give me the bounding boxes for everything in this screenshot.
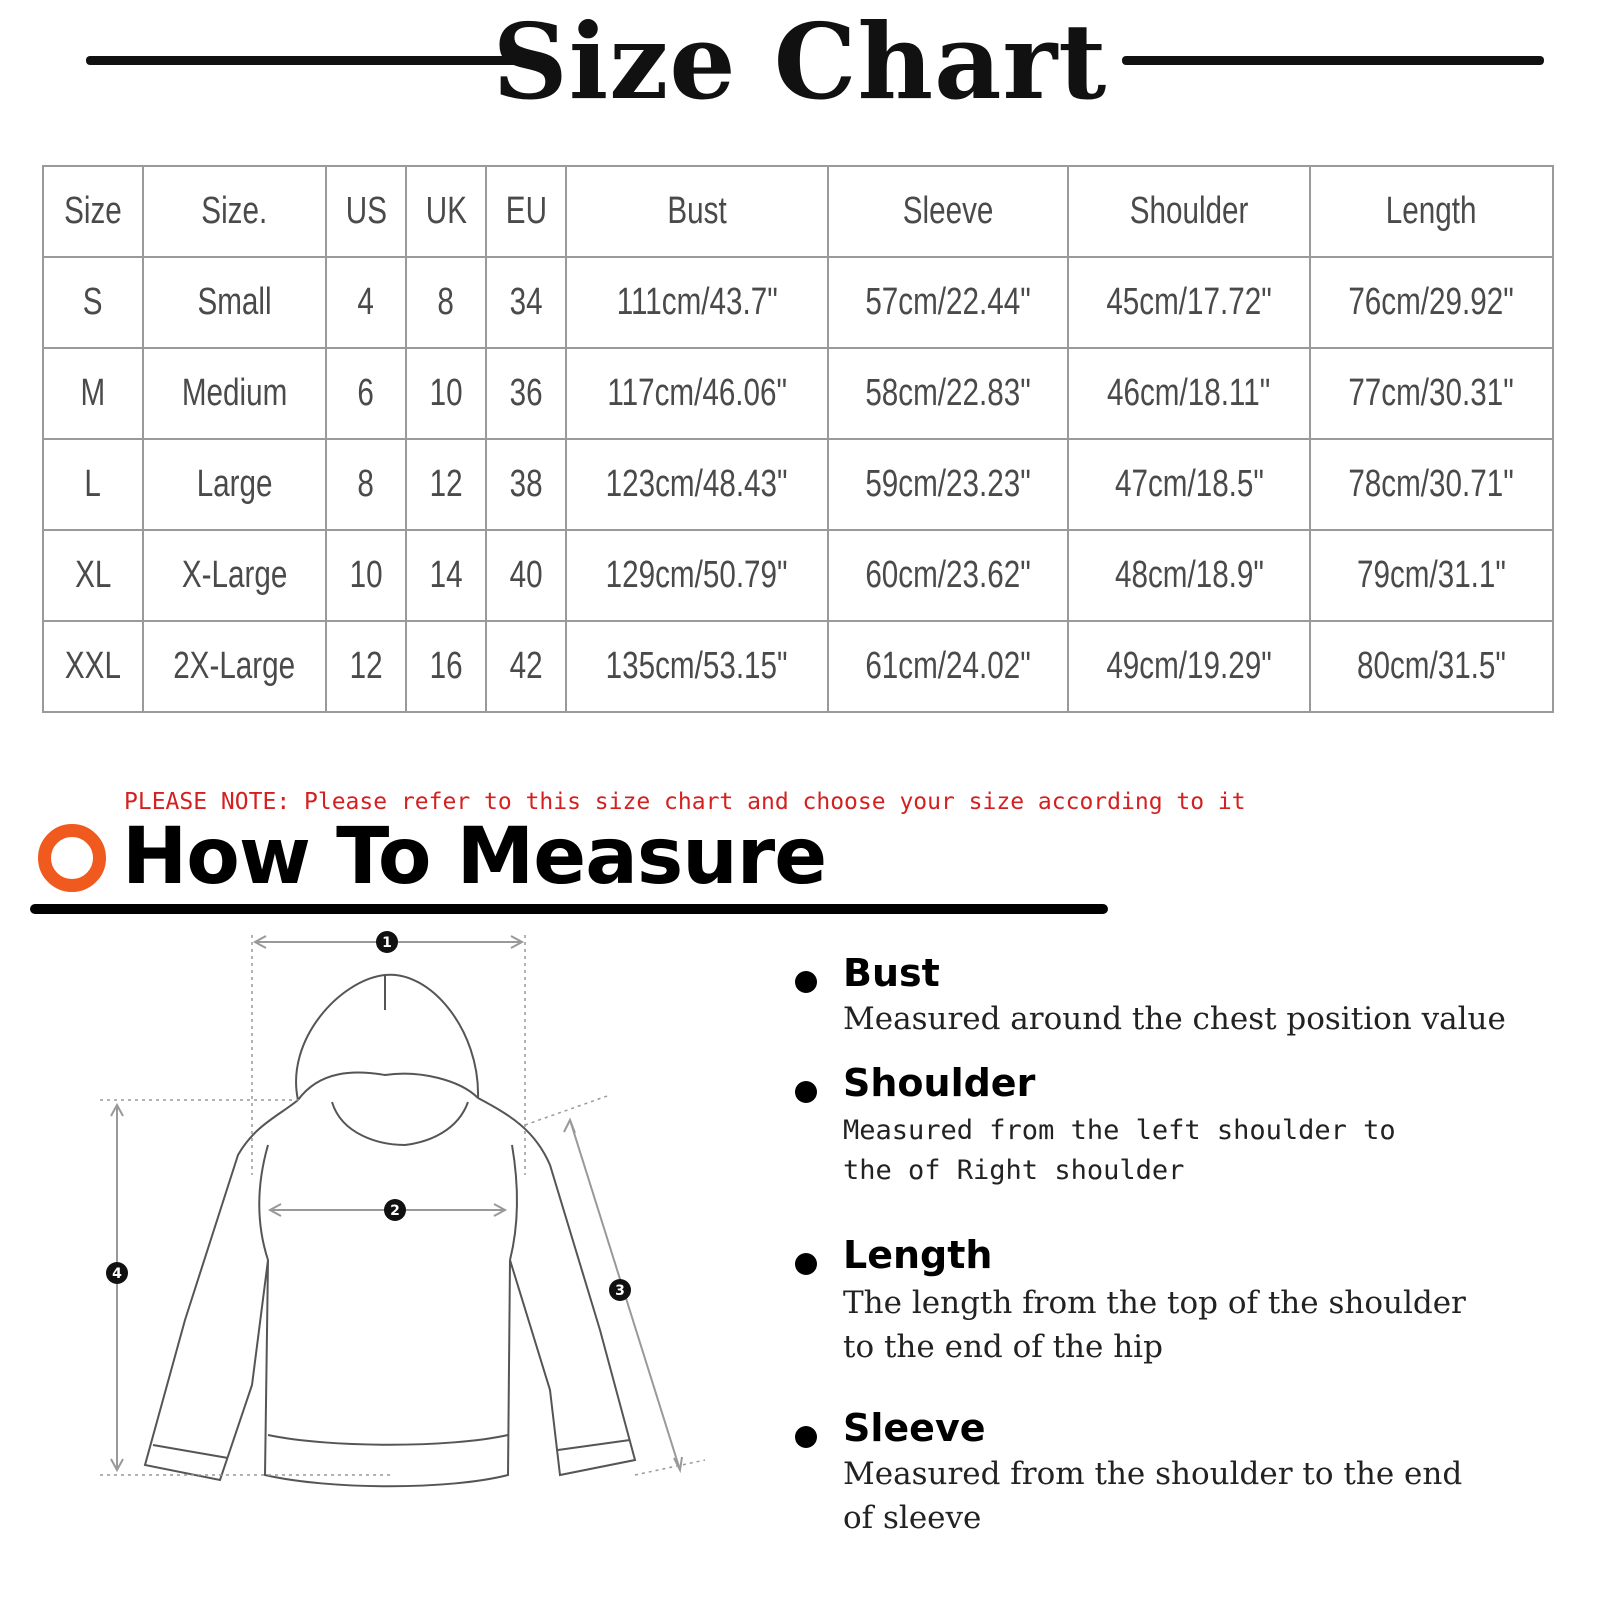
table-header-row — [43, 166, 1553, 257]
measure-underline — [30, 904, 1108, 914]
table-cell: 79cm/31.1" — [1310, 530, 1553, 621]
hoodie-outline — [145, 975, 635, 1487]
bullet-icon — [795, 971, 817, 993]
table-cell: 8 — [326, 439, 406, 530]
table-cell: 76cm/29.92" — [1310, 257, 1553, 348]
table-cell: 61cm/24.02" — [828, 621, 1068, 712]
column-header: Sleeve — [828, 166, 1068, 257]
table-cell: 8 — [406, 257, 486, 348]
svg-text:4: 4 — [112, 1266, 122, 1282]
column-header: Bust — [566, 166, 828, 257]
svg-text:3: 3 — [615, 1283, 625, 1299]
table-cell: 10 — [406, 348, 486, 439]
ring-icon — [38, 824, 106, 892]
table-cell: 60cm/23.62" — [828, 530, 1068, 621]
desc-text: Measured around the chest position value — [843, 1001, 1506, 1037]
column-header: Size — [43, 166, 143, 257]
table-cell: 78cm/30.71" — [1310, 439, 1553, 530]
bullet-icon — [795, 1081, 817, 1103]
table-cell: 47cm/18.5" — [1068, 439, 1310, 530]
table-cell: M — [43, 348, 143, 439]
title-row — [0, 0, 1600, 130]
svg-text:1: 1 — [382, 935, 392, 951]
size-note: PLEASE NOTE: Please refer to this size chart and choose your size according to it — [124, 789, 1246, 815]
desc-title: Shoulder — [843, 1061, 1036, 1105]
desc-text: Measured from the shoulder to the end of sleeve — [843, 1456, 1463, 1536]
table-cell: 4 — [326, 257, 406, 348]
bullet-icon — [795, 1253, 817, 1275]
column-header: UK — [406, 166, 486, 257]
table-cell: 45cm/17.72" — [1068, 257, 1310, 348]
hoodie-diagram — [80, 930, 760, 1560]
table-cell: 34 — [486, 257, 566, 348]
table-cell: 2X-Large — [143, 621, 326, 712]
table-cell: 14 — [406, 530, 486, 621]
desc-title: Length — [843, 1233, 993, 1277]
desc-text: The length from the top of the shoulder to the end of the hip — [843, 1285, 1466, 1365]
desc-text: Measured from the left shoulder to the of Right shoulder — [843, 1115, 1396, 1186]
table-cell: 16 — [406, 621, 486, 712]
table-cell: 129cm/50.79" — [566, 530, 828, 621]
title-rule-right — [1122, 56, 1544, 65]
table-cell: 117cm/46.06" — [566, 348, 828, 439]
table-cell: Medium — [143, 348, 326, 439]
page-title: Size Chart — [492, 0, 1108, 123]
size-table — [42, 165, 1554, 713]
table-cell: 77cm/30.31" — [1310, 348, 1553, 439]
table-cell: XL — [43, 530, 143, 621]
desc-title: Sleeve — [843, 1406, 986, 1450]
table-row — [43, 348, 1553, 439]
table-row — [43, 439, 1553, 530]
table-cell: 6 — [326, 348, 406, 439]
table-cell: 12 — [326, 621, 406, 712]
svg-text:2: 2 — [390, 1203, 400, 1219]
table-row — [43, 257, 1553, 348]
bullet-icon — [795, 1426, 817, 1448]
column-header: Length — [1310, 166, 1553, 257]
table-cell: 59cm/23.23" — [828, 439, 1068, 530]
column-header: Size. — [143, 166, 326, 257]
table-cell: 111cm/43.7" — [566, 257, 828, 348]
table-cell: S — [43, 257, 143, 348]
column-header: EU — [486, 166, 566, 257]
measure-title: How To Measure — [122, 812, 827, 902]
table-cell: 135cm/53.15" — [566, 621, 828, 712]
table-row — [43, 621, 1553, 712]
table-cell: X-Large — [143, 530, 326, 621]
table-cell: 36 — [486, 348, 566, 439]
table-cell: 123cm/48.43" — [566, 439, 828, 530]
table-cell: 49cm/19.29" — [1068, 621, 1310, 712]
table-cell: Small — [143, 257, 326, 348]
column-header: US — [326, 166, 406, 257]
table-cell: 46cm/18.11" — [1068, 348, 1310, 439]
table-cell: L — [43, 439, 143, 530]
desc-title: Bust — [843, 951, 940, 995]
table-cell: XXL — [43, 621, 143, 712]
table-cell: 42 — [486, 621, 566, 712]
table-cell: 38 — [486, 439, 566, 530]
table-cell: 12 — [406, 439, 486, 530]
table-cell: 57cm/22.44" — [828, 257, 1068, 348]
table-cell: 48cm/18.9" — [1068, 530, 1310, 621]
table-cell: Large — [143, 439, 326, 530]
column-header: Shoulder — [1068, 166, 1310, 257]
table-cell: 40 — [486, 530, 566, 621]
table-cell: 80cm/31.5" — [1310, 621, 1553, 712]
table-row — [43, 530, 1553, 621]
table-cell: 10 — [326, 530, 406, 621]
table-cell: 58cm/22.83" — [828, 348, 1068, 439]
